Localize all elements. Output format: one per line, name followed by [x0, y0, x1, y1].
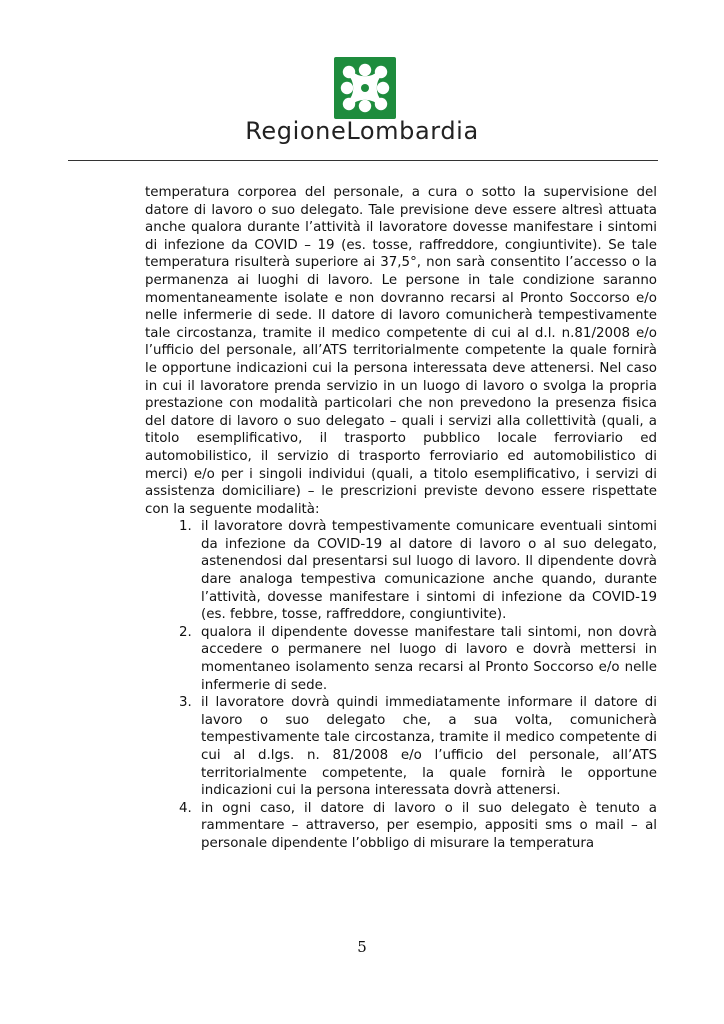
list-item-text: il lavoratore dovrà tempestivamente comunicare eventuali sintomi da infezione da COVID-19 al datore di lavoro o al suo delegato, astenendosi dal presentarsi sul luogo di lavoro. Il dipendente dovrà dare analoga tempestiva comunicazione anche quando, durante l’attività, dovesse manifestare i sintomi di infezione da COVID-19 (es. febbre, tosse, raffreddore, congiuntivite). [201, 519, 657, 623]
header-divider [68, 160, 658, 161]
list-item-number: 1. [179, 519, 192, 535]
list-item [145, 800, 657, 853]
document-body [145, 184, 657, 853]
page-header [0, 0, 724, 170]
list-item [145, 694, 657, 800]
list-item-text: qualora il dipendente dovesse manifestare tali sintomi, non dovrà accedere o permanere nel luogo di lavoro e dovrà mettersi in momentaneo isolamento senza recarsi al Pronto Soccorso e/o nelle infermerie di sede. [201, 624, 657, 693]
intro-paragraph: temperatura corporea del personale, a cura o sotto la supervisione del datore di lavoro o suo delegato. Tale previsione deve essere altresì attuata anche qualora durante l’attività il lavoratore dovesse manifestare i sintomi di infezione da COVID – 19 (es. tosse, raffreddore, congiuntivite). Se tale temperatura risulterà superiore ai 37,5°, non sarà consentito l’accesso o la permanenza ai luoghi di lavoro. Le persone in tale condizione saranno momentaneamente isolate e non dovranno recarsi al Pronto Soccorso e/o nelle infermerie di sede. Il datore di lavoro comunicherà tempestivamente tale circostanza, tramite il medico competente di cui al d.l. n.81/2008 e/o l’ufficio del personale, all’ATS territorialmente competente la quale fornirà le opportune indicazioni cui la persona interessata deve attenersi. Nel caso in cui il lavoratore prenda servizio in un luogo di lavoro o svolga la propria prestazione con modalità particolari che non prevedono la presenza fisica del datore di lavoro o suo delegato – quali i servizi alla collettività (quali, a titolo esemplificativo, il trasporto pubblico locale ferroviario ed automobilistico, il servizio di trasporto ferroviario ed automobilistico di merci) e/o per i singoli individui (quali, a titolo esemplificativo, i servizi di assistenza domiciliare) – le prescrizioni previste devono essere rispettate con la seguente modalità: [145, 185, 657, 517]
list-item-number: 2. [179, 624, 192, 640]
list-item-text: il lavoratore dovrà quindi immediatamente informare il datore di lavoro o suo delegato che, a sua volta, comunicherà tempestivamente tale circostanza, tramite il medico competente di cui al d.lgs. n. 81/2008 e/o l’ufficio del personale, all’ATS territorialmente competente, la quale fornirà le opportune indicazioni cui la persona interessata dovrà attenersi. [201, 695, 657, 799]
list-item [145, 624, 657, 694]
page-number: 5 [357, 938, 367, 956]
procedure-list [145, 518, 657, 852]
brand-name: RegioneLombardia [245, 117, 479, 145]
rosa-camuna-icon [334, 57, 396, 119]
list-item-text: in ogni caso, il datore di lavoro o il suo delegato è tenuto a rammentare – attraverso, per esempio, appositi sms o mail – al personale dipendente l’obbligo di misurare la temperatura [201, 800, 657, 851]
list-item [145, 518, 657, 624]
list-item-number: 4. [179, 800, 192, 816]
regione-lombardia-logo-icon [334, 57, 396, 119]
list-item-number: 3. [179, 695, 192, 711]
